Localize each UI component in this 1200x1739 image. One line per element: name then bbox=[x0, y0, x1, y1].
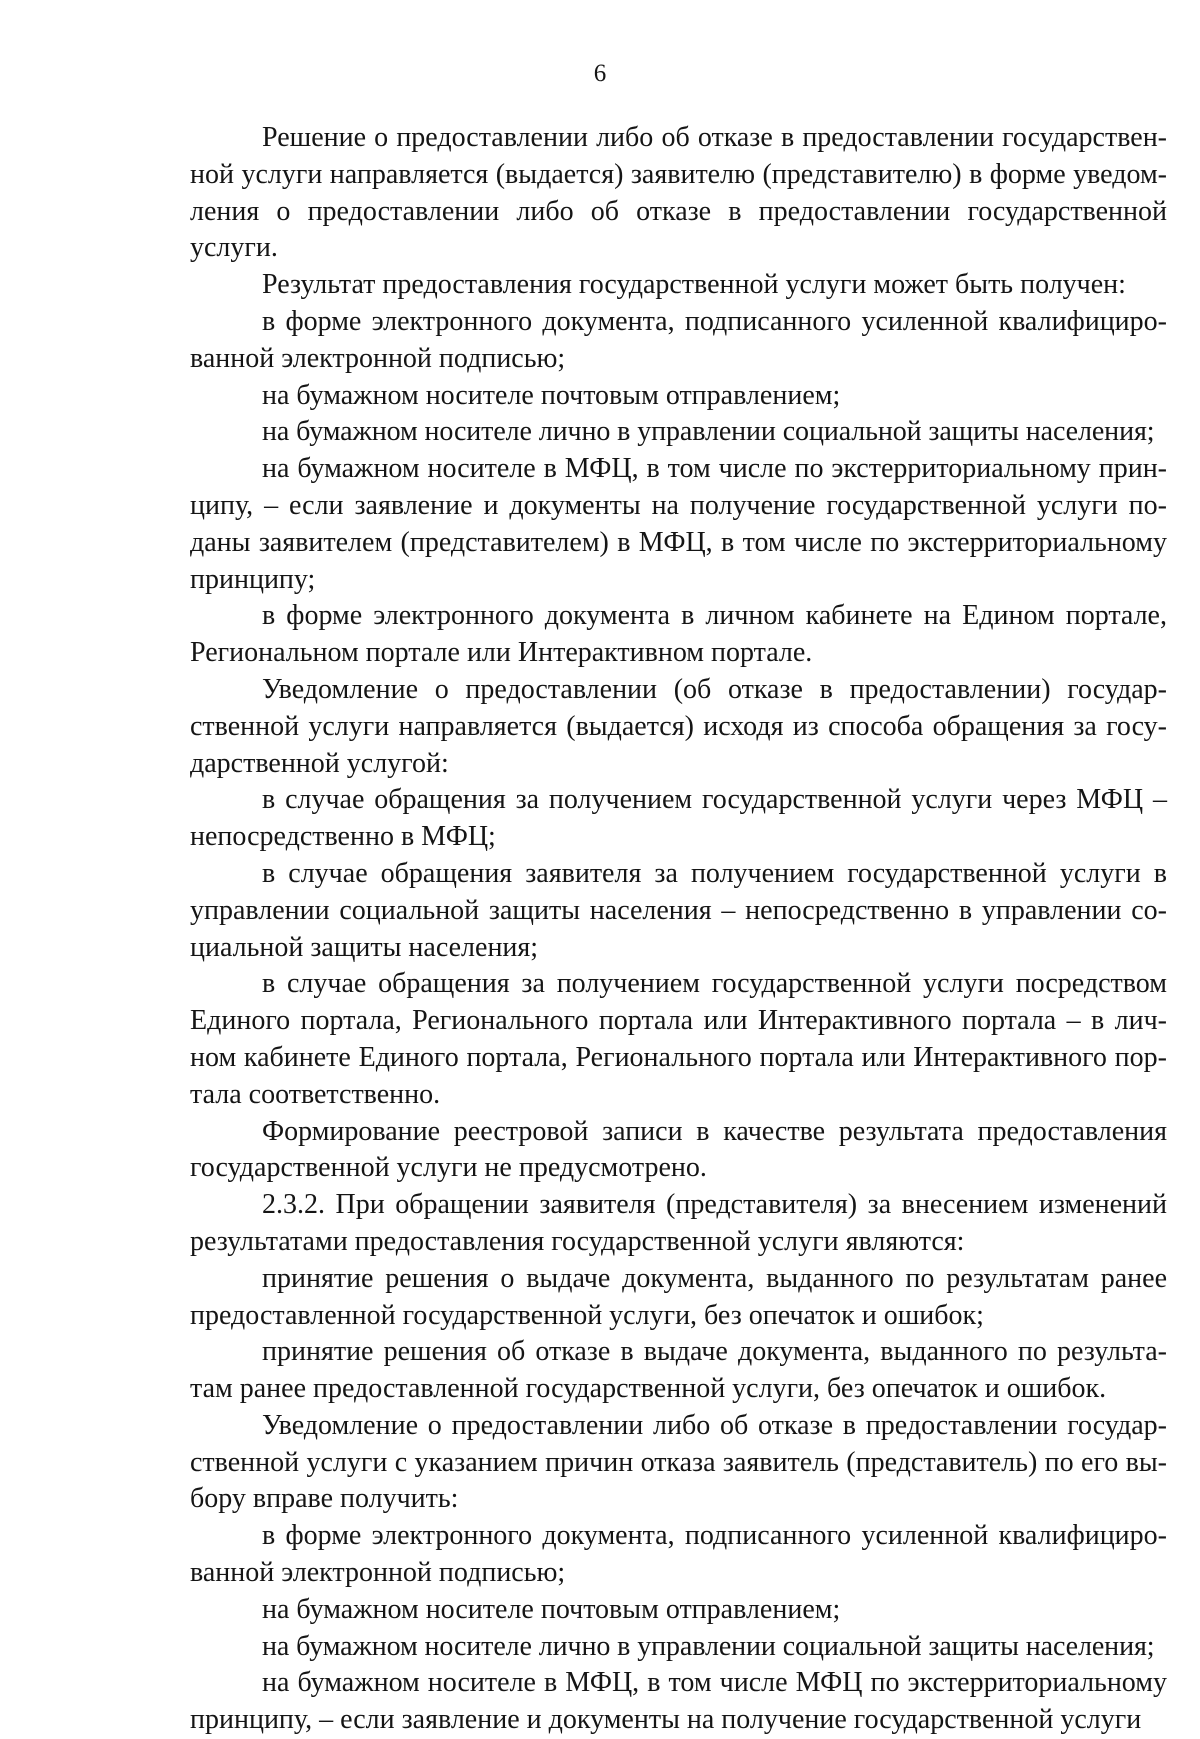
paragraph: принятие решения об отказе в выдаче документа, выданного по результатам ранее предоставленной государственной услуги, без опечаток и ошибок. bbox=[190, 1336, 1167, 1405]
paragraph: Результат предоставления государственной услуги может быть получен: bbox=[262, 269, 1126, 301]
paragraph: на бумажном носителе в МФЦ, в том числе МФЦ по экстерриториальному принципу, – если заявление и документы на получение государственной услуги bbox=[190, 1667, 1167, 1736]
paragraph: в случае обращения заявителя за получением государственной услуги в управлении социальной защиты населения – непосредственно в управлении социальной защиты населения; bbox=[190, 857, 1167, 963]
paragraph: в форме электронного документа в личном кабинете на Едином портале, Региональном портале или Интерактивном портале. bbox=[190, 600, 1167, 669]
paragraph: в форме электронного документа, подписанного усиленной квалифицированной электронной подписью; bbox=[190, 1520, 1167, 1589]
paragraph: Уведомление о предоставлении либо об отказе в предоставлении государственной услуги с указанием причин отказа заявитель (представитель) по его выбору вправе получить: bbox=[190, 1409, 1167, 1515]
paragraph: принятие решения о выдаче документа, выданного по результатам ранее предоставленной государственной услуги, без опечаток и ошибок; bbox=[190, 1262, 1167, 1331]
paragraph: Формирование реестровой записи в качестве результата предоставления государственной услуги не предусмотрено. bbox=[190, 1115, 1167, 1184]
paragraph: в форме электронного документа, подписанного усиленной квалифицированной электронной подписью; bbox=[190, 305, 1167, 374]
page-number: 6 bbox=[593, 60, 607, 87]
paragraph: на бумажном носителе почтовым отправлением; bbox=[262, 379, 841, 411]
paragraph: на бумажном носителе в МФЦ, в том числе по экстерриториальному принципу, – если заявление и документы на получение государственной услуги поданы заявителем (представителем) в МФЦ, в том числе по экстерриториальному принципу; bbox=[190, 453, 1167, 595]
paragraph: на бумажном носителе лично в управлении социальной защиты населения; bbox=[262, 1630, 1155, 1662]
paragraph: на бумажном носителе лично в управлении социальной защиты населения; bbox=[262, 416, 1155, 448]
paragraph: 2.3.2. При обращении заявителя (представителя) за внесением изменений результатами предоставления государственной услуги являются: bbox=[190, 1189, 1167, 1257]
paragraph: в случае обращения за получением государственной услуги через МФЦ – непосредственно в МФЦ; bbox=[190, 784, 1167, 853]
paragraph: Решение о предоставлении либо об отказе в предоставлении государственной услуги направляется (выдается) заявителю (представителю) в форме уведомления о предоставлении либо об отказе в предоставлении государственной услуги. bbox=[190, 122, 1167, 264]
document-body bbox=[190, 120, 1167, 1739]
paragraph: на бумажном носителе почтовым отправлением; bbox=[262, 1593, 841, 1625]
paragraph: Уведомление о предоставлении (об отказе в предоставлении) государственной услуги направляется (выдается) исходя из способа обращения за государственной услугой: bbox=[190, 673, 1167, 779]
paragraph: в случае обращения за получением государственной услуги посредством Единого портала, Регионального портала или Интерактивного портала – в личном кабинете Единого портала, Регионального портала или Интерактивного портала соответственно. bbox=[190, 968, 1167, 1110]
